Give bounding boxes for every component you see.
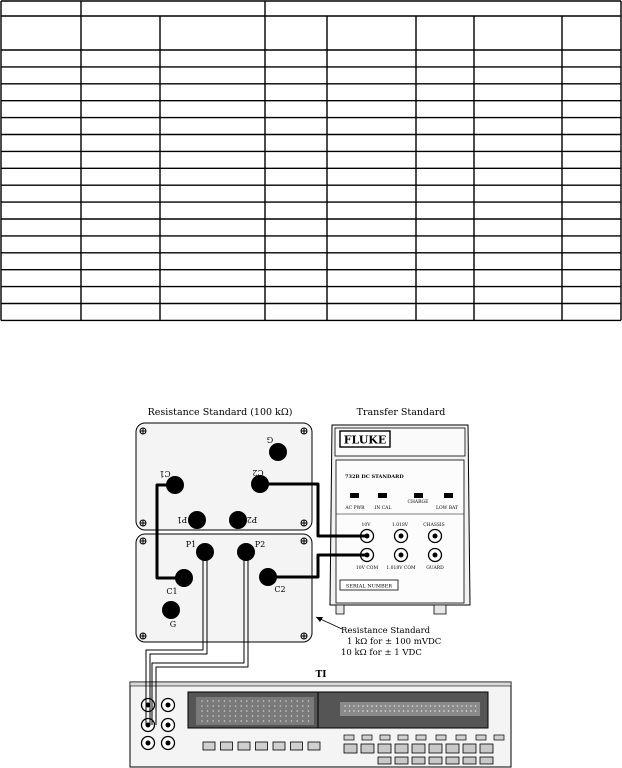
- display-pixel: [274, 720, 276, 722]
- display-pixel: [285, 700, 287, 702]
- display-pixel: [263, 705, 265, 707]
- callout-line-1k: 1 kΩ for ± 100 mVDC: [347, 637, 442, 647]
- ti-keypad-key: [412, 744, 425, 753]
- display-pixel: [425, 705, 427, 707]
- display-pixel: [229, 710, 231, 712]
- ti-keypad-key: [480, 744, 493, 753]
- fluke-brand: FLUKE: [343, 433, 387, 447]
- display-pixel: [376, 705, 378, 707]
- display-pixel: [235, 710, 237, 712]
- display-pixel: [448, 710, 450, 712]
- display-pixel: [235, 720, 237, 722]
- display-pixel: [353, 705, 355, 707]
- ti-softkey: [494, 735, 504, 740]
- display-pixel: [291, 705, 293, 707]
- resistance-standard-upper-plate: [136, 423, 312, 530]
- display-pixel: [224, 700, 226, 702]
- ti-keypad-key: [446, 744, 459, 753]
- display-pixel: [280, 705, 282, 707]
- display-pixel: [240, 700, 242, 702]
- display-pixel: [403, 710, 405, 712]
- display-pixel: [207, 710, 209, 712]
- ti-keypad-key: [395, 744, 408, 753]
- display-pixel: [246, 720, 248, 722]
- ti-softkey: [416, 735, 426, 740]
- display-pixel: [207, 715, 209, 717]
- display-pixel: [274, 715, 276, 717]
- display-pixel: [416, 710, 418, 712]
- display-pixel: [201, 720, 203, 722]
- display-pixel: [443, 710, 445, 712]
- display-pixel: [302, 720, 304, 722]
- display-pixel: [434, 705, 436, 707]
- display-pixel: [252, 720, 254, 722]
- display-pixel: [274, 700, 276, 702]
- terminal-p2-upper: [229, 511, 247, 529]
- display-pixel: [457, 705, 459, 707]
- display-pixel: [412, 710, 414, 712]
- display-pixel: [224, 705, 226, 707]
- display-pixel: [394, 705, 396, 707]
- display-pixel: [201, 710, 203, 712]
- display-pixel: [218, 705, 220, 707]
- label-p1-lower: P1: [185, 540, 197, 549]
- terminal-g-upper: [269, 443, 287, 461]
- ti-input-jack-center: [166, 723, 171, 728]
- display-pixel: [291, 715, 293, 717]
- display-pixel: [452, 705, 454, 707]
- ti-function-key: [273, 742, 285, 750]
- display-pixel: [252, 710, 254, 712]
- terminal-p2-lower: [237, 543, 255, 561]
- label-c1-lower: C1: [166, 587, 178, 596]
- ti-input-jack-center: [166, 703, 171, 708]
- callout-title: Resistance Standard: [341, 626, 431, 636]
- ti-softkey: [362, 735, 372, 740]
- display-pixel: [229, 700, 231, 702]
- display-pixel: [252, 715, 254, 717]
- indicator-low-bat: LOW BAT: [435, 506, 459, 511]
- display-pixel: [235, 705, 237, 707]
- ti-softkey: [380, 735, 390, 740]
- display-pixel: [385, 710, 387, 712]
- serial-number-label: SERIAL NUMBER: [345, 583, 393, 590]
- display-pixel: [268, 705, 270, 707]
- display-pixel: [353, 710, 355, 712]
- display-pixel: [389, 705, 391, 707]
- display-pixel: [308, 715, 310, 717]
- display-pixel: [201, 705, 203, 707]
- display-pixel: [224, 715, 226, 717]
- display-pixel: [407, 705, 409, 707]
- display-pixel: [207, 705, 209, 707]
- display-pixel: [285, 720, 287, 722]
- display-pixel: [430, 705, 432, 707]
- display-pixel: [470, 710, 472, 712]
- display-pixel: [430, 710, 432, 712]
- label-p2-lower: P2: [254, 540, 266, 549]
- terminal-p1-upper: [188, 511, 206, 529]
- display-pixel: [403, 705, 405, 707]
- ti-keypad-key: [463, 744, 476, 753]
- display-pixel: [246, 715, 248, 717]
- display-pixel: [246, 705, 248, 707]
- display-pixel: [421, 710, 423, 712]
- display-pixel: [296, 710, 298, 712]
- display-pixel: [212, 710, 214, 712]
- display-pixel: [389, 710, 391, 712]
- display-pixel: [240, 715, 242, 717]
- display-pixel: [371, 710, 373, 712]
- resistance-standard-lower-plate: [136, 534, 312, 642]
- label-g-upper: G: [266, 435, 274, 444]
- display-pixel: [201, 700, 203, 702]
- ti-keypad-key: [446, 757, 459, 764]
- display-pixel: [362, 705, 364, 707]
- display-pixel: [257, 715, 259, 717]
- display-pixel: [257, 720, 259, 722]
- ti-keypad-key: [429, 744, 442, 753]
- display-pixel: [302, 715, 304, 717]
- ti-input-jack-center: [166, 741, 171, 746]
- ti-function-key: [308, 742, 320, 750]
- resistance-standard-callout: [316, 617, 441, 658]
- display-pixel: [257, 700, 259, 702]
- display-pixel: [380, 705, 382, 707]
- display-pixel: [218, 720, 220, 722]
- test-instrument: [130, 670, 511, 767]
- transfer-standard-unit: [330, 425, 470, 614]
- display-pixel: [280, 715, 282, 717]
- display-pixel: [296, 720, 298, 722]
- ti-function-key: [238, 742, 250, 750]
- callout-line-10k: 10 kΩ for ± 1 VDC: [341, 648, 422, 658]
- display-pixel: [466, 710, 468, 712]
- display-pixel: [302, 705, 304, 707]
- indicator-in-cal: IN CAL: [374, 506, 392, 511]
- display-pixel: [443, 705, 445, 707]
- display-pixel: [268, 710, 270, 712]
- display-pixel: [252, 705, 254, 707]
- ti-softkey: [436, 735, 446, 740]
- display-pixel: [416, 705, 418, 707]
- ti-keypad-key: [344, 744, 357, 753]
- display-pixel: [344, 710, 346, 712]
- display-pixel: [425, 710, 427, 712]
- connection-diagram: [0, 395, 622, 768]
- display-pixel: [240, 710, 242, 712]
- display-pixel: [207, 720, 209, 722]
- indicator-charge: CHARGE: [407, 500, 429, 505]
- ti-keypad-key: [480, 757, 493, 764]
- display-pixel: [291, 720, 293, 722]
- display-pixel: [240, 705, 242, 707]
- ti-keypad-key: [395, 757, 408, 764]
- display-pixel: [434, 710, 436, 712]
- ti-keypad-key: [429, 757, 442, 764]
- display-pixel: [280, 700, 282, 702]
- display-pixel: [252, 700, 254, 702]
- display-pixel: [268, 720, 270, 722]
- display-pixel: [218, 715, 220, 717]
- display-pixel: [371, 705, 373, 707]
- display-pixel: [461, 710, 463, 712]
- terminal-label-1018v-com: 1.018V COM: [386, 566, 416, 571]
- indicator-ac-pwr: AC PWR: [345, 506, 365, 511]
- label-g-lower: G: [169, 620, 177, 629]
- display-pixel: [224, 720, 226, 722]
- display-pixel: [263, 710, 265, 712]
- display-pixel: [246, 700, 248, 702]
- ti-softkey: [398, 735, 408, 740]
- display-pixel: [421, 705, 423, 707]
- display-pixel: [398, 710, 400, 712]
- display-pixel: [448, 705, 450, 707]
- display-pixel: [349, 705, 351, 707]
- display-pixel: [302, 710, 304, 712]
- display-pixel: [201, 715, 203, 717]
- ti-function-key: [256, 742, 268, 750]
- ti-keypad-key: [412, 757, 425, 764]
- terminal-label-10v-com: 10V COM: [355, 566, 379, 571]
- display-pixel: [212, 720, 214, 722]
- display-pixel: [302, 700, 304, 702]
- display-pixel: [285, 715, 287, 717]
- terminal-label-guard: GUARD: [426, 566, 444, 571]
- display-pixel: [344, 705, 346, 707]
- ti-softkey: [344, 735, 354, 740]
- display-pixel: [439, 705, 441, 707]
- display-pixel: [240, 720, 242, 722]
- terminal-g-lower: [162, 601, 180, 619]
- display-pixel: [407, 710, 409, 712]
- label-c2-upper: C2: [252, 468, 264, 477]
- display-pixel: [308, 705, 310, 707]
- display-pixel: [285, 710, 287, 712]
- display-pixel: [235, 715, 237, 717]
- label-p2-upper: P2: [246, 515, 258, 524]
- label-c1-upper: C1: [159, 469, 171, 478]
- display-pixel: [385, 705, 387, 707]
- display-pixel: [274, 705, 276, 707]
- display-pixel: [263, 715, 265, 717]
- display-pixel: [257, 710, 259, 712]
- display-pixel: [475, 705, 477, 707]
- display-pixel: [229, 705, 231, 707]
- display-pixel: [229, 715, 231, 717]
- label-p1-upper: P1: [176, 515, 188, 524]
- resistance-standard-title: Resistance Standard (100 kΩ): [147, 407, 293, 418]
- display-pixel: [291, 710, 293, 712]
- ti-keypad-key: [378, 744, 391, 753]
- display-pixel: [412, 705, 414, 707]
- ti-softkey: [456, 735, 466, 740]
- display-pixel: [268, 700, 270, 702]
- display-pixel: [218, 710, 220, 712]
- ti-keypad-key: [361, 744, 374, 753]
- display-pixel: [475, 710, 477, 712]
- display-pixel: [358, 705, 360, 707]
- display-pixel: [246, 710, 248, 712]
- display-pixel: [367, 710, 369, 712]
- display-pixel: [367, 705, 369, 707]
- display-pixel: [218, 700, 220, 702]
- display-pixel: [268, 715, 270, 717]
- blank-data-table: [0, 0, 622, 322]
- terminal-label-chassis: CHASSIS: [423, 523, 445, 528]
- display-pixel: [466, 705, 468, 707]
- display-pixel: [257, 705, 259, 707]
- display-pixel: [308, 720, 310, 722]
- test-instrument-label: TI: [315, 670, 327, 680]
- terminal-label-1018v: 1.018V: [391, 523, 409, 528]
- display-pixel: [291, 700, 293, 702]
- ti-function-key: [221, 742, 233, 750]
- display-pixel: [362, 710, 364, 712]
- display-pixel: [398, 705, 400, 707]
- display-pixel: [235, 700, 237, 702]
- display-pixel: [263, 700, 265, 702]
- display-pixel: [349, 710, 351, 712]
- ti-function-key: [203, 742, 215, 750]
- label-c2-lower: C2: [274, 585, 286, 594]
- display-pixel: [439, 710, 441, 712]
- ti-input-jack-center: [146, 741, 151, 746]
- display-pixel: [470, 705, 472, 707]
- transfer-standard-title: Transfer Standard: [356, 407, 446, 418]
- display-pixel: [263, 720, 265, 722]
- model-label: 732B DC STANDARD: [345, 474, 404, 480]
- display-pixel: [308, 700, 310, 702]
- display-pixel: [207, 700, 209, 702]
- display-pixel: [285, 705, 287, 707]
- ti-function-key: [291, 742, 303, 750]
- display-pixel: [296, 700, 298, 702]
- ti-keypad-key: [463, 757, 476, 764]
- display-pixel: [376, 710, 378, 712]
- display-pixel: [274, 710, 276, 712]
- terminal-label-10v: 10V: [361, 523, 371, 528]
- display-pixel: [224, 710, 226, 712]
- display-pixel: [212, 705, 214, 707]
- display-pixel: [461, 705, 463, 707]
- display-pixel: [380, 710, 382, 712]
- display-pixel: [229, 720, 231, 722]
- display-pixel: [457, 710, 459, 712]
- terminal-p1-lower: [196, 543, 214, 561]
- ti-softkey: [476, 735, 486, 740]
- display-pixel: [358, 710, 360, 712]
- display-pixel: [280, 720, 282, 722]
- display-pixel: [308, 710, 310, 712]
- display-pixel: [280, 710, 282, 712]
- display-pixel: [296, 715, 298, 717]
- display-pixel: [296, 705, 298, 707]
- display-pixel: [212, 715, 214, 717]
- display-pixel: [452, 710, 454, 712]
- ti-keypad-key: [378, 757, 391, 764]
- display-pixel: [394, 710, 396, 712]
- display-pixel: [212, 700, 214, 702]
